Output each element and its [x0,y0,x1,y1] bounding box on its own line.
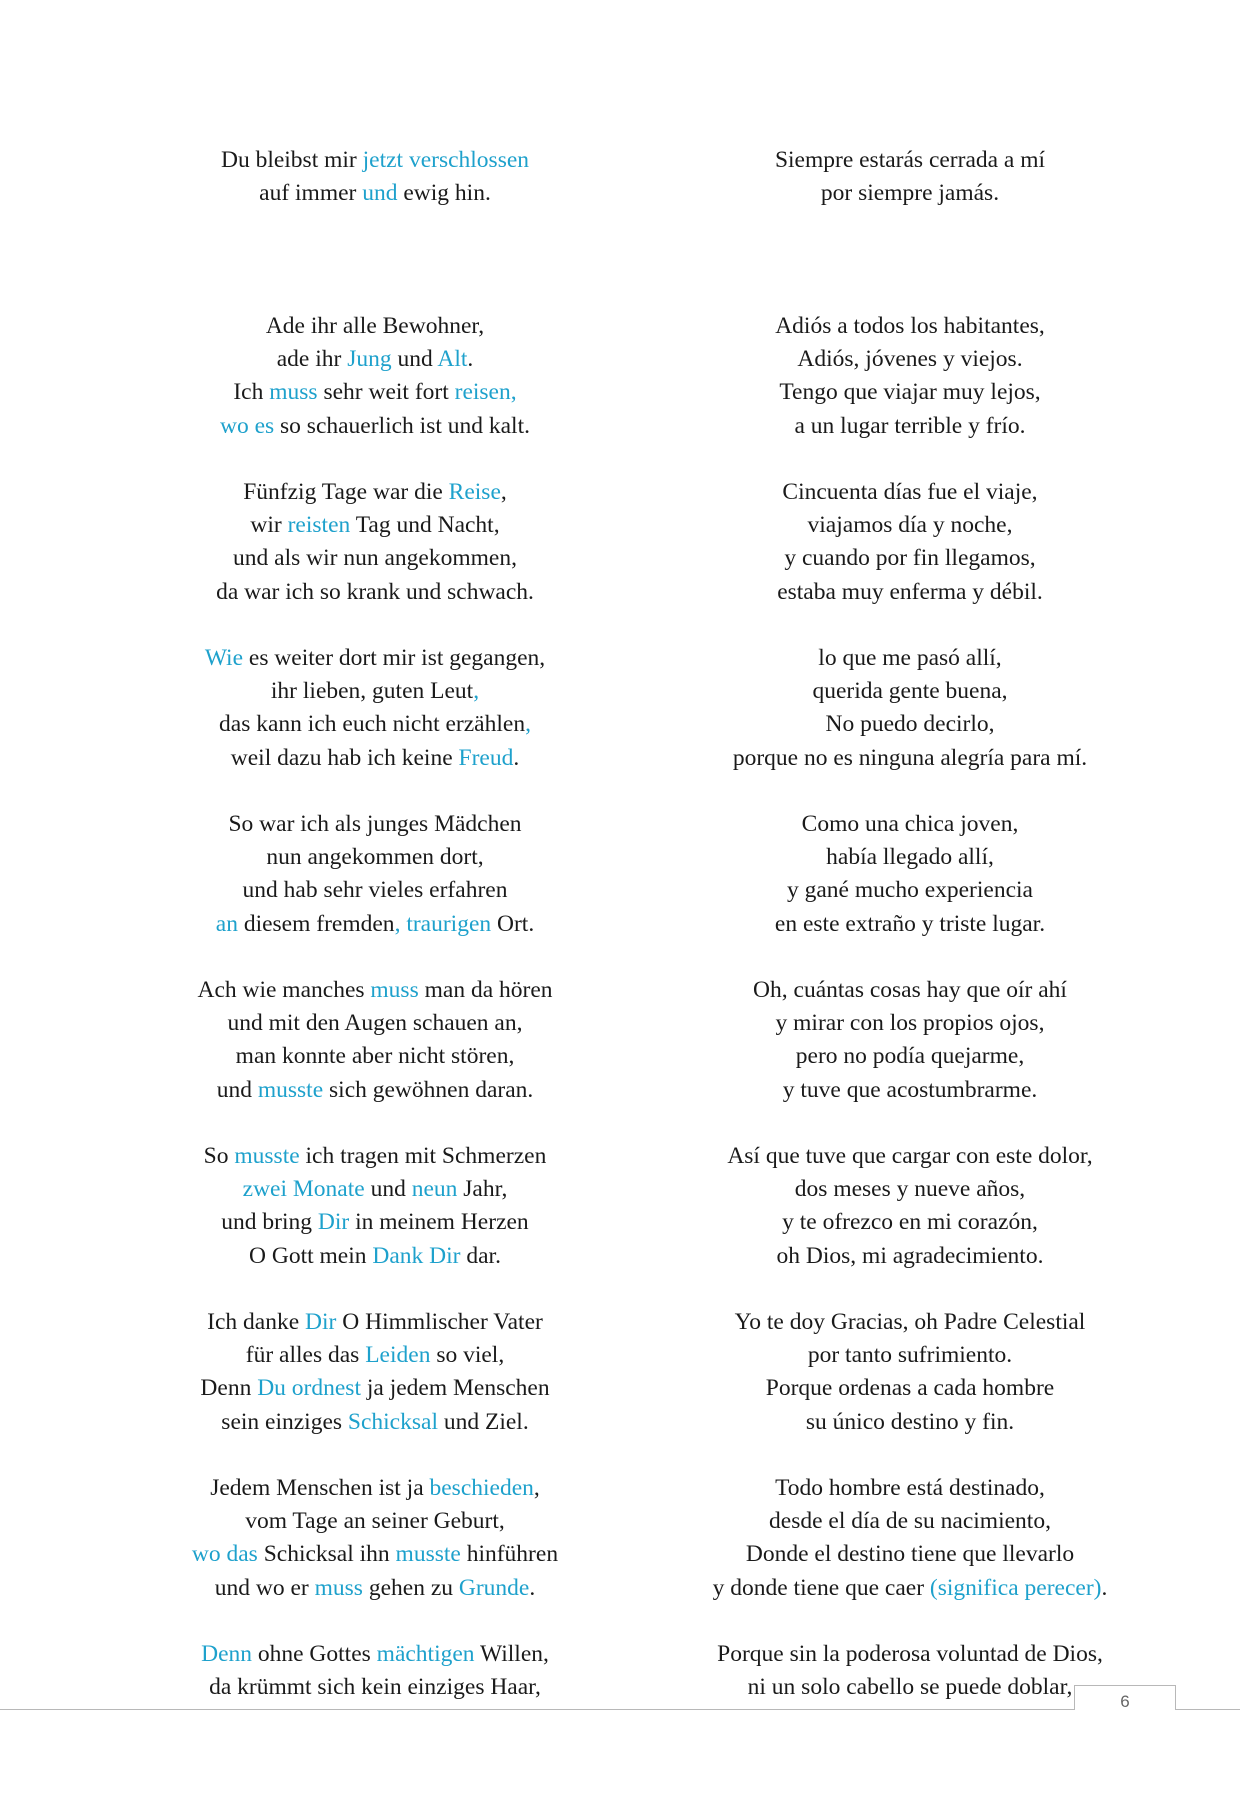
highlighted-word: muss [370,977,419,1003]
spanish-verse-line [650,1372,1170,1405]
verse-text: ja jedem Menschen [360,1375,550,1402]
verse-text: Todo hombre está destinado, [775,1475,1045,1501]
verse-text: und bring [221,1209,318,1236]
highlighted-word: (significa perecer) [929,1574,1102,1601]
spanish-verse-line [650,1240,1170,1273]
verse-text: O Himmlischer Vater [336,1309,543,1335]
spanish-stanza [650,1472,1170,1638]
spanish-verse-line [650,1638,1170,1671]
german-verse-line [135,144,615,177]
german-verse-line [135,1572,615,1605]
spanish-stanza [650,808,1170,974]
highlighted-word: und [362,180,398,207]
highlighted-word: musste [234,1143,300,1169]
german-verse-line [135,410,615,443]
verse-text: so schauerlich ist und kalt. [274,412,530,439]
verse-text: Como una chica joven, [801,811,1019,837]
verse-text: ewig hin. [397,180,491,207]
verse-text: . [513,744,520,771]
spanish-verse-line [650,343,1170,376]
german-stanza [135,974,615,1140]
spanish-verse-line [650,1140,1170,1173]
verse-text: es weiter dort mir ist gegangen, [243,645,546,671]
spanish-verse-line [650,476,1170,509]
spanish-verse-line [650,410,1170,443]
german-stanza [135,1306,615,1472]
highlighted-word: musste [257,1076,324,1103]
german-verse-line [135,1074,615,1107]
verse-text: y donde tiene que caer [712,1574,930,1601]
verse-text: pero no podía quejarme, [795,1043,1025,1070]
spanish-verse-line [650,1406,1170,1439]
german-verse-line [135,1372,615,1405]
german-verse-line [135,974,615,1007]
verse-text: Ich danke [207,1309,306,1335]
spanish-verse-line [650,874,1170,907]
verse-text: ohne Gottes [252,1641,377,1667]
verse-text: Porque ordenas a cada hombre [765,1375,1055,1402]
german-verse-line [135,708,615,741]
highlighted-word: Alt [437,346,468,373]
spanish-stanza [650,144,1170,310]
verse-text: hinführen [460,1541,559,1568]
highlighted-word: muss [314,1574,363,1601]
verse-text: O Gott mein [249,1242,373,1269]
highlighted-word: , [525,711,531,738]
spanish-verse-line [650,509,1170,542]
verse-text: da krümmt sich kein einziges Haar, [209,1674,541,1701]
verse-text: desde el día de su nacimiento, [769,1508,1051,1535]
highlighted-word: musste [395,1541,461,1568]
highlighted-word: neun [411,1176,458,1203]
verse-text: No puedo decirlo, [825,711,995,738]
german-verse-line [135,1140,615,1173]
spanish-verse-line [650,310,1170,343]
german-verse-line [135,1472,615,1505]
highlighted-word: , traurigen [394,910,492,937]
german-verse-line [135,1671,615,1704]
spanish-stanza [650,476,1170,642]
spanish-verse-line [650,576,1170,609]
spanish-verse-line [650,1505,1170,1538]
spanish-verse-line [650,1306,1170,1339]
verse-text: auf immer [259,180,363,207]
verse-text: a un lugar terrible y frío. [794,412,1026,439]
verse-text: oh Dios, mi agradecimiento. [776,1242,1044,1269]
german-stanza [135,310,615,476]
verse-text: gehen zu [362,1574,459,1601]
verse-text: in meinem Herzen [349,1209,529,1236]
verse-text: estaba muy enferma y débil. [777,578,1043,605]
spanish-verse-line [650,376,1170,409]
verse-text: . [1101,1574,1108,1601]
verse-text: und mit den Augen schauen an, [227,1010,523,1037]
verse-text: vom Tage an seiner Geburt, [245,1508,505,1535]
german-verse-line [135,1240,615,1273]
german-verse-line [135,1339,615,1372]
highlighted-word: Schicksal [347,1408,438,1435]
highlighted-word: Grunde [458,1574,530,1601]
german-verse-line [135,576,615,609]
highlighted-word: Leiden [365,1342,431,1369]
highlighted-word: zwei Monate [242,1176,365,1203]
german-verse-line [135,742,615,775]
verse-text: Schicksal ihn [257,1541,396,1568]
verse-text: Ort. [491,910,535,937]
german-stanza [135,476,615,642]
verse-text: und [364,1176,412,1203]
german-stanza [135,1140,615,1306]
verse-text: dar. [460,1242,501,1269]
verse-text: da war ich so krank und schwach. [216,578,534,605]
german-verse-line [135,808,615,841]
verse-text: und hab sehr vieles erfahren [242,877,508,904]
verse-text: und [391,346,438,373]
verse-text: nun angekommen dort, [266,844,484,871]
spanish-verse-line [650,1040,1170,1073]
german-verse-line [135,1040,615,1073]
verse-text: man da hören [418,977,553,1003]
verse-text: sein einziges [221,1408,348,1435]
german-verse-line [135,1007,615,1040]
verse-text: querida gente buena, [812,678,1008,705]
german-verse-line [135,476,615,509]
verse-text: Denn [200,1375,258,1402]
verse-text: weil dazu hab ich keine [230,744,459,771]
german-verse-line [135,310,615,343]
verse-text: für alles das [245,1342,366,1369]
german-verse-line [135,1306,615,1339]
verse-text: ni un solo cabello se puede doblar, [747,1674,1073,1701]
verse-text: su único destino y fin. [805,1408,1015,1435]
verse-text: und [216,1076,258,1103]
german-verse-line [135,1638,615,1671]
verse-text: Fünfzig Tage war die [243,479,449,505]
spanish-stanza [650,1306,1170,1472]
highlighted-word: Dir [317,1209,350,1236]
highlighted-word: Wie [204,645,244,671]
verse-text: Du bleibst mir [220,147,363,173]
verse-text: Tengo que viajar muy lejos, [779,379,1041,406]
german-stanza [135,1638,615,1804]
verse-text: y gané mucho experiencia [787,877,1033,904]
verse-text: Donde el destino tiene que llevarlo [745,1541,1075,1568]
spanish-verse-line [650,542,1170,575]
verse-text: Yo te doy Gracias, oh Padre Celestial [734,1309,1086,1335]
spanish-verse-line [650,642,1170,675]
spanish-verse-line [650,742,1170,775]
verse-text: wir [250,512,288,539]
verse-text: So war ich als junges Mädchen [228,811,522,837]
verse-text: por tanto sufrimiento. [807,1342,1013,1369]
page-number-box [1074,1685,1176,1710]
german-verse-line [135,343,615,376]
highlighted-word: Jung [347,346,392,373]
verse-text: Adiós, jóvenes y viejos. [797,346,1023,373]
verse-text: So [203,1143,235,1169]
highlighted-word: an [215,910,238,937]
spanish-verse-line [650,974,1170,1007]
spanish-verse-line [650,908,1170,941]
spanish-verse-line [650,1538,1170,1571]
highlighted-word: jetzt verschlossen [362,147,530,173]
spanish-verse-line [650,708,1170,741]
german-verse-line [135,1505,615,1538]
verse-text: Adiós a todos los habitantes, [775,313,1045,339]
verse-text: Cincuenta días fue el viaje, [782,479,1038,505]
verse-text: , [500,479,507,505]
verse-text: Ich [233,379,270,406]
verse-text: ade ihr [276,346,348,373]
highlighted-word: Denn [201,1641,252,1667]
german-verse-line [135,874,615,907]
verse-text: dos meses y nueve años, [794,1176,1026,1203]
spanish-verse-line [650,808,1170,841]
verse-text: sehr weit fort [317,379,455,406]
spanish-verse-line [650,1074,1170,1107]
german-verse-line [135,1538,615,1571]
verse-text: man konnte aber nicht stören, [235,1043,515,1070]
highlighted-word: muss [269,379,318,406]
german-verse-line [135,177,615,210]
verse-text: sich gewöhnen daran. [323,1076,534,1103]
verse-text: und Ziel. [437,1408,529,1435]
spanish-stanza [650,1638,1170,1804]
german-stanza [135,144,615,310]
verse-text: so viel, [430,1342,505,1369]
highlighted-word: mächtigen [376,1641,475,1667]
spanish-verse-line [650,1206,1170,1239]
german-stanza [135,808,615,974]
verse-text: . [467,346,474,373]
verse-text: Así que tuve que cargar con este dolor, [727,1143,1093,1169]
verse-text: Porque sin la poderosa voluntad de Dios, [717,1641,1103,1667]
highlighted-word: reisen, [454,379,517,406]
highlighted-word: Du ordnest [257,1375,361,1402]
german-verse-line [135,1173,615,1206]
highlighted-word: Freud [458,744,514,771]
verse-text: había llegado allí, [826,844,994,871]
german-stanza [135,1472,615,1638]
verse-text: Oh, cuántas cosas hay que oír ahí [753,977,1067,1003]
verse-text: viajamos día y noche, [807,512,1013,539]
german-verse-line [135,841,615,874]
german-column [135,144,615,1804]
verse-text: Ade ihr alle Bewohner, [265,313,485,339]
spanish-verse-line [650,1007,1170,1040]
verse-text: Willen, [474,1641,549,1667]
verse-text: en este extraño y triste lugar. [774,910,1046,937]
verse-text: und als wir nun angekommen, [233,545,517,572]
german-verse-line [135,642,615,675]
highlighted-word: Dank Dir [372,1242,461,1269]
highlighted-word: beschieden [429,1475,534,1501]
highlighted-word: reisten [287,512,351,539]
highlighted-word: Dir [305,1309,337,1335]
spanish-stanza [650,1140,1170,1306]
highlighted-word: , [473,678,480,705]
spanish-stanza [650,310,1170,476]
spanish-verse-line [650,144,1170,177]
verse-text: y te ofrezco en mi corazón, [782,1209,1038,1236]
highlighted-word: wo es [219,412,275,439]
verse-text: Ach wie manches [197,977,371,1003]
verse-text: ihr lieben, guten Leut [270,678,474,705]
verse-text: . [529,1574,536,1601]
footer-rule [0,1709,1240,1710]
german-verse-line [135,908,615,941]
verse-text: , [533,1475,540,1501]
spanish-verse-line [650,1572,1170,1605]
spanish-verse-line [650,841,1170,874]
verse-text: und wo er [214,1574,315,1601]
highlighted-word: Reise [448,479,501,505]
verse-text: Jedem Menschen ist ja [210,1475,430,1501]
spanish-stanza [650,642,1170,808]
spanish-verse-line [650,1173,1170,1206]
spanish-stanza [650,974,1170,1140]
german-stanza [135,642,615,808]
verse-text: y tuve que acostumbrarme. [782,1076,1038,1103]
verse-text: das kann ich euch nicht erzählen [219,711,526,738]
german-verse-line [135,509,615,542]
spanish-verse-line [650,177,1170,210]
german-verse-line [135,376,615,409]
spanish-verse-line [650,675,1170,708]
german-verse-line [135,675,615,708]
german-verse-line [135,1206,615,1239]
verse-text: lo que me pasó allí, [818,645,1002,671]
verse-text: Tag und Nacht, [350,512,500,539]
spanish-column [650,144,1170,1804]
verse-text: y mirar con los propios ojos, [775,1010,1045,1037]
spanish-verse-line [650,1472,1170,1505]
page-number: 6 [1120,1692,1130,1711]
highlighted-word: wo das [191,1541,258,1568]
verse-text: Jahr, [457,1176,508,1203]
verse-text: por siempre jamás. [820,180,1000,207]
verse-text: diesem fremden [237,910,395,937]
verse-text: Siempre estarás cerrada a mí [774,147,1046,173]
verse-text: ich tragen mit Schmerzen [299,1143,547,1169]
german-verse-line [135,542,615,575]
german-verse-line [135,1406,615,1439]
spanish-verse-line [650,1339,1170,1372]
verse-text: porque no es ninguna alegría para mí. [732,744,1088,771]
verse-text: y cuando por fin llegamos, [784,545,1036,572]
